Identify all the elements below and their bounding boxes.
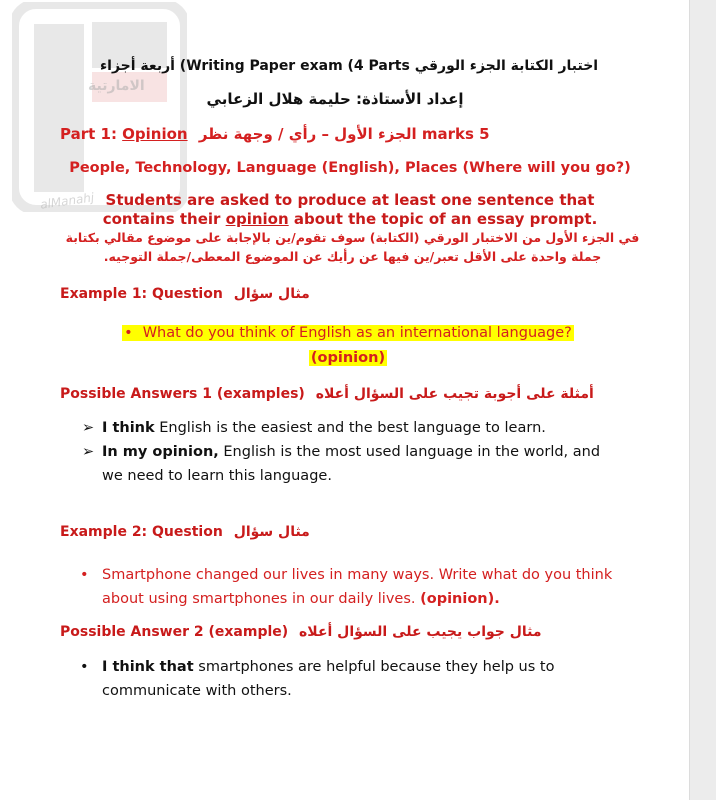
example2-tag: (opinion). [420,591,500,607]
part-label-underlined: Opinion [122,125,188,143]
answers2-title [60,624,542,640]
example2-title [60,524,310,540]
part-title-arabic: 5 marks الجزء الأول – رأي / وجهة نظر [198,125,490,143]
example1-title-en: Example 1: Question [60,286,223,302]
bullet-icon: • [80,567,89,583]
answer1-item-1-text: English is the easiest and the best language to learn. [154,420,546,436]
answers2-title-ar: مثال جواب يجيب على السؤال أعلاه [299,624,542,640]
header-title: أربعة أجزاء (Writing Paper exam (4 Parts اختبار الكتابة الجزء الورقي [100,58,599,74]
arrow-icon: ➢ [82,420,95,436]
instruction-before: Students are asked to produce at least one sentence that contains their [102,191,595,228]
watermark-text: الامارتية [88,78,145,94]
answer1-item-2-text: English is the most used language in the world, and we need to learn this language. [102,444,601,484]
example2-question [80,563,620,611]
answer1-item-2-bold: In my opinion, [102,444,219,460]
instruction-after: about the topic of an essay prompt. [288,210,598,228]
arrow-icon: ➢ [82,444,95,460]
example2-title-ar: مثال سؤال [233,524,310,540]
watermark-logo-icon [12,2,187,212]
instruction-arabic: في الجزء الأول من الاختبار الورقي (الكتابة) سوف تقوم/ين بالإجابة على موضوع مقالي بكتابة جملة واحدة على الأقل تعبر/ين فيها عن رأيك عن الموضوع المعطى/جملة التوجيه. [65,230,640,264]
answers1-title-ar: أمثلة على أجوبة تجيب على السؤال أعلاه [315,386,594,402]
example2-title-en: Example 2: Question [60,524,223,540]
header-author: إعداد الأستاذة: حليمة هلال الزعابي [206,90,464,108]
answer2-item [80,655,620,703]
part-label: Part 1: [60,125,123,143]
example1-question-box [108,321,588,373]
answer2-item-text: smartphones are helpful because they help us to communicate with others. [102,659,555,699]
watermark-site: alManahj [39,190,96,212]
part-title [60,125,490,143]
topics-line: People, Technology, Language (English), Places (Where will you go?) [69,160,631,176]
example2-question-text: Smartphone changed our lives in many ways. Write what do you think about using smartphones in our daily lives. [102,567,613,607]
answer1-item-2 [82,440,622,488]
example1-title-ar: مثال سؤال [233,286,310,302]
answers2-title-en: Possible Answer 2 (example) [60,624,289,640]
answers1-title [60,386,594,402]
instruction-english [70,191,630,229]
bullet-icon: • [124,325,133,341]
answers1-title-en: Possible Answers 1 (examples) [60,386,305,402]
answer2-item-bold: I think that [102,659,194,675]
page-edge [689,0,716,800]
answer1-item-1-bold: I think [102,420,155,436]
bullet-icon: • [80,659,89,675]
example1-tag: (opinion) [310,350,386,366]
instruction-underlined: opinion [225,210,289,228]
example1-title [60,286,310,302]
example1-question: What do you think of English as an international language? [142,325,572,341]
answer1-item-1 [82,416,622,440]
